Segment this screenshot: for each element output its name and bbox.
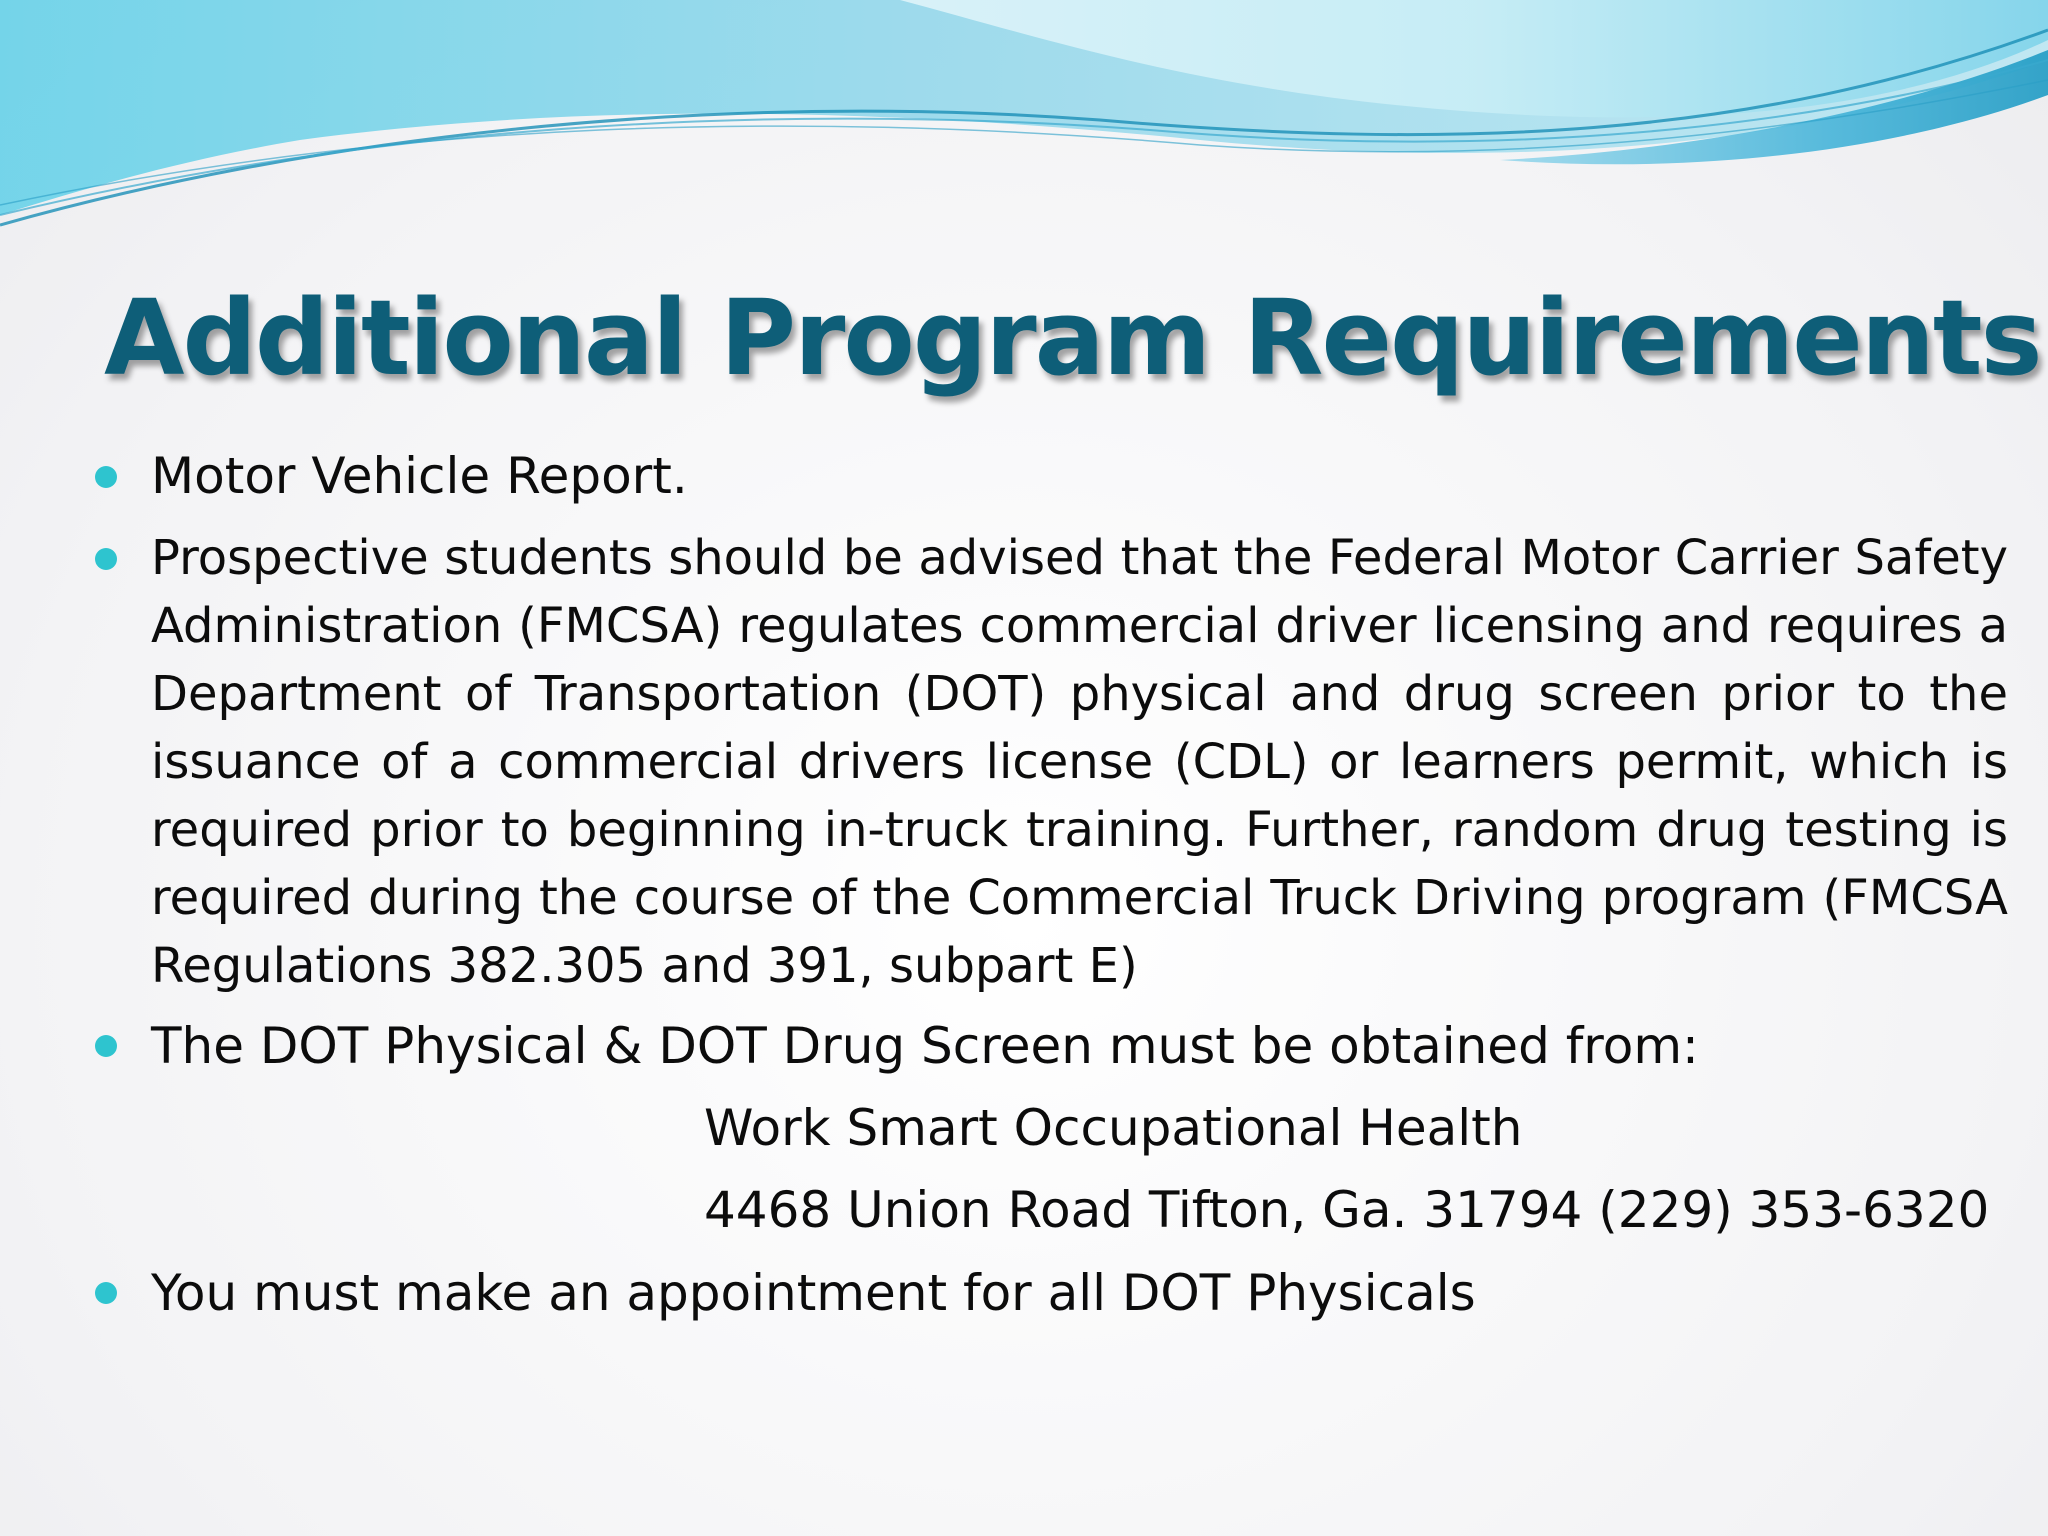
provider-name: Work Smart Occupational Health <box>704 1099 1523 1157</box>
bullet-icon <box>95 548 117 570</box>
bullet-icon <box>95 1282 117 1304</box>
bullet-icon <box>95 1035 117 1057</box>
bullet-fmcsa-paragraph: Prospective students should be advised that the Federal Motor Carrier Safety Administration (FMCSA) regulates commercial driver licensing and requires a Department of Transportation (DOT) physical and drug screen prior to the issuance of a commercial drivers license (CDL) or learners permit, which is required prior to beginning in-truck training. Further, random drug testing is required during the course of the Commercial Truck Driving program (FMCSA Regulations 382.305 and 391, subpart E) <box>151 530 2008 994</box>
bullet-icon <box>95 466 117 488</box>
slide-title: Additional Program Requirements <box>104 277 2041 399</box>
bullet-motor-vehicle-report: Motor Vehicle Report. <box>151 447 688 505</box>
bullet-appointment: You must make an appointment for all DOT Physicals <box>151 1264 1476 1322</box>
bullet-dot-obtained-from: The DOT Physical & DOT Drug Screen must be obtained from: <box>151 1017 1699 1075</box>
provider-address: 4468 Union Road Tifton, Ga. 31794 (229) 353-6320 <box>704 1181 1990 1239</box>
